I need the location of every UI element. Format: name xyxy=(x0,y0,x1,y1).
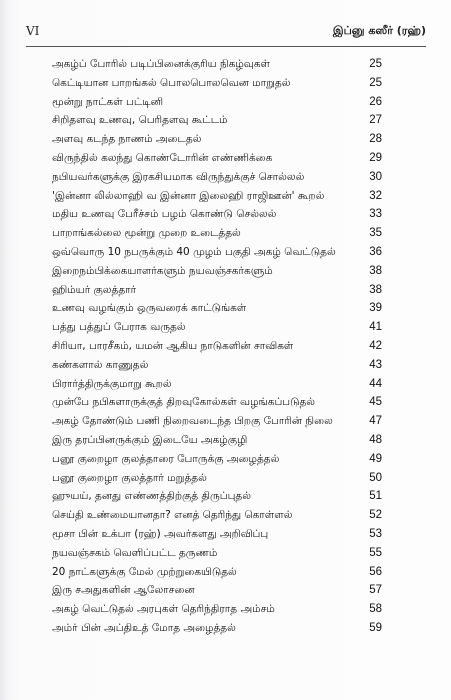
toc-entry xyxy=(52,470,382,489)
toc-entry xyxy=(52,376,382,395)
toc-entry xyxy=(52,620,382,639)
toc-entry xyxy=(52,150,382,169)
toc-entry-title: சிரியா, பாரசீகம், யமன் ஆகிய நாடுகளின் சாவிகள் xyxy=(52,339,294,352)
toc-entry-title: விருந்தில் கலந்து கொண்டோரின் எண்ணிக்கை xyxy=(52,151,273,164)
toc-entry-title: சிறிதளவு உணவு, பெரிதளவு கூட்டம் xyxy=(52,114,228,127)
toc-entry xyxy=(52,338,382,357)
toc-entry-page-number: 47 xyxy=(369,415,382,428)
toc-entry-title: அகழ் தோண்டும் பணி நிறைவடைந்த பிறகு போரின் நிலை xyxy=(52,415,333,428)
toc-entry-title: செய்தி உண்மையானதா? எனத் தெரிந்து கொள்ளல் xyxy=(52,509,293,522)
toc-entry xyxy=(52,582,382,601)
toc-entry-title: நயவஞ்சகம் வெளிப்பட்ட தருணம் xyxy=(52,546,218,559)
toc-entry-page-number: 50 xyxy=(369,471,382,484)
toc-entry-title: இரு தரப்பினருக்கும் இடையே அகழ்குழி xyxy=(52,433,248,446)
toc-entry-page-number: 53 xyxy=(369,527,382,540)
toc-entry-page-number: 42 xyxy=(369,339,382,352)
toc-entry-title: அம்ர் பின் அப்திஉத் மோத அழைத்தல் xyxy=(52,621,236,634)
toc-entry-title: பாறாங்கல்லை மூன்று முறை உடைத்தல் xyxy=(52,227,241,240)
toc-entry-page-number: 57 xyxy=(369,584,382,597)
toc-entry-page-number: 52 xyxy=(369,509,382,522)
toc-entry-page-number: 36 xyxy=(369,245,382,258)
toc-entry-title: பத்து பத்துப் பேராக வருதல் xyxy=(52,321,186,334)
running-title: இப்னு கஸீர் (ரஹ்) xyxy=(332,24,426,37)
toc-entry-title: அகழ் வெட்டுதல் அரபுகள் தெரிந்திராத அம்சம் xyxy=(52,603,275,616)
toc-entry-title: இரு சஅதுகளின் ஆலோசனை xyxy=(52,584,195,597)
toc-entry xyxy=(52,263,382,282)
toc-entry xyxy=(52,451,382,470)
toc-entry-page-number: 49 xyxy=(369,452,382,465)
toc-entry-page-number: 27 xyxy=(369,114,382,127)
toc-entry-title: அகழ்ப் போரில் படிப்பினைக்குரிய நிகழ்வுகள் xyxy=(52,58,271,70)
header-rule xyxy=(26,46,426,47)
toc-entry-page-number: 28 xyxy=(369,133,382,146)
toc-entry xyxy=(52,394,382,413)
toc-entry xyxy=(52,300,382,319)
toc-entry xyxy=(52,206,382,225)
toc-entry-title: முன்பே நபிகளாருக்குத் திறவுகோல்கள் வழங்கப்படுதல் xyxy=(52,396,315,409)
toc-entry-page-number: 44 xyxy=(369,377,382,390)
toc-entry xyxy=(52,169,382,188)
toc-entry-page-number: 26 xyxy=(369,95,382,108)
toc-entry-page-number: 39 xyxy=(369,302,382,315)
toc-entry-title: உணவு வழங்கும் ஒருவரைக் காட்டுங்கள் xyxy=(52,302,247,315)
toc-entry xyxy=(52,601,382,620)
toc-entry-page-number: 56 xyxy=(369,565,382,578)
toc-entry-page-number: 29 xyxy=(369,151,382,164)
page-header xyxy=(26,24,426,44)
toc-entry-page-number: 43 xyxy=(369,358,382,371)
toc-entry-title: ஒவ்வொரு 10 நபருக்கும் 40 முழம் பகுதி அகழ் வெட்டுதல் xyxy=(52,245,336,258)
toc-entry xyxy=(52,545,382,564)
toc-entry-title: 20 நாட்களுக்கு மேல் முற்றுகையிடுதல் xyxy=(52,565,237,578)
toc-entry-page-number: 33 xyxy=(369,208,382,221)
toc-entry-title: கெட்டியான பாறங்கல் பொலபொலவென மாறுதல் xyxy=(52,76,291,89)
toc-entry xyxy=(52,488,382,507)
toc-entry-title: அளவு கடந்த நாணம் அடைதல் xyxy=(52,133,202,146)
toc-entry-page-number: 48 xyxy=(369,433,382,446)
toc-entry-page-number: 58 xyxy=(369,603,382,616)
toc-entry-page-number: 25 xyxy=(369,76,382,89)
toc-entry-page-number: 32 xyxy=(369,189,382,202)
toc-entry-page-number: 35 xyxy=(369,227,382,240)
toc-entry-page-number: 51 xyxy=(369,490,382,503)
toc-entry xyxy=(52,526,382,545)
toc-entry xyxy=(52,357,382,376)
table-of-contents xyxy=(52,56,382,639)
page-number-roman: VI xyxy=(26,24,40,38)
toc-entry-page-number: 25 xyxy=(369,58,382,70)
toc-entry xyxy=(52,94,382,113)
toc-entry xyxy=(52,282,382,301)
toc-entry xyxy=(52,244,382,263)
toc-entry-page-number: 59 xyxy=(369,621,382,634)
toc-entry-page-number: 45 xyxy=(369,396,382,409)
toc-entry xyxy=(52,564,382,583)
toc-entry-title: பனூ குறைழா குலத்தார் மறுத்தல் xyxy=(52,471,207,484)
toc-entry xyxy=(52,432,382,451)
toc-entry xyxy=(52,225,382,244)
toc-entry xyxy=(52,319,382,338)
toc-entry xyxy=(52,507,382,526)
toc-entry-title: பிரார்த்திருக்குமாறு கூறல் xyxy=(52,377,172,390)
toc-entry xyxy=(52,56,382,75)
toc-entry-page-number: 38 xyxy=(369,283,382,296)
toc-entry-title: மூன்று நாட்கள் பட்டினி xyxy=(52,95,164,108)
toc-entry-page-number: 30 xyxy=(369,170,382,183)
toc-entry-title: இறைநம்பிக்கையாளர்களும் நயவஞ்சகர்களும் xyxy=(52,264,273,277)
toc-entry-title: கண்களால் காணுதல் xyxy=(52,358,149,371)
toc-entry xyxy=(52,131,382,150)
toc-entry-title: மூசா பின் உக்பா (ரஹ்) அவர்களது அறிவிப்பு xyxy=(52,527,269,540)
toc-entry-page-number: 55 xyxy=(369,546,382,559)
toc-entry-title: நபியவர்களுக்கு இரகசியமாக விருந்துக்குச் சொல்லல் xyxy=(52,170,305,183)
toc-entry-page-number: 41 xyxy=(369,321,382,334)
toc-entry-title: மதிய உணவு பேரீச்சம் பழம் கொண்டு செல்லல் xyxy=(52,208,277,221)
toc-entry xyxy=(52,188,382,207)
toc-entry-page-number: 38 xyxy=(369,264,382,277)
toc-entry-title: பனூ குறைழா குலத்தாரை போருக்கு அழைத்தல் xyxy=(52,452,280,465)
toc-entry xyxy=(52,75,382,94)
toc-entry-title: 'இன்னா லில்லாஹி வ இன்னா இலைஹி ராஜிஊன்' கூறல் xyxy=(52,189,325,202)
toc-entry-title: ஹுயய், தனது எண்ணத்திற்குத் திருப்புதல் xyxy=(52,490,251,503)
toc-entry xyxy=(52,413,382,432)
toc-entry xyxy=(52,112,382,131)
toc-entry-title: ஹிம்யர் குலத்தார் xyxy=(52,283,137,296)
